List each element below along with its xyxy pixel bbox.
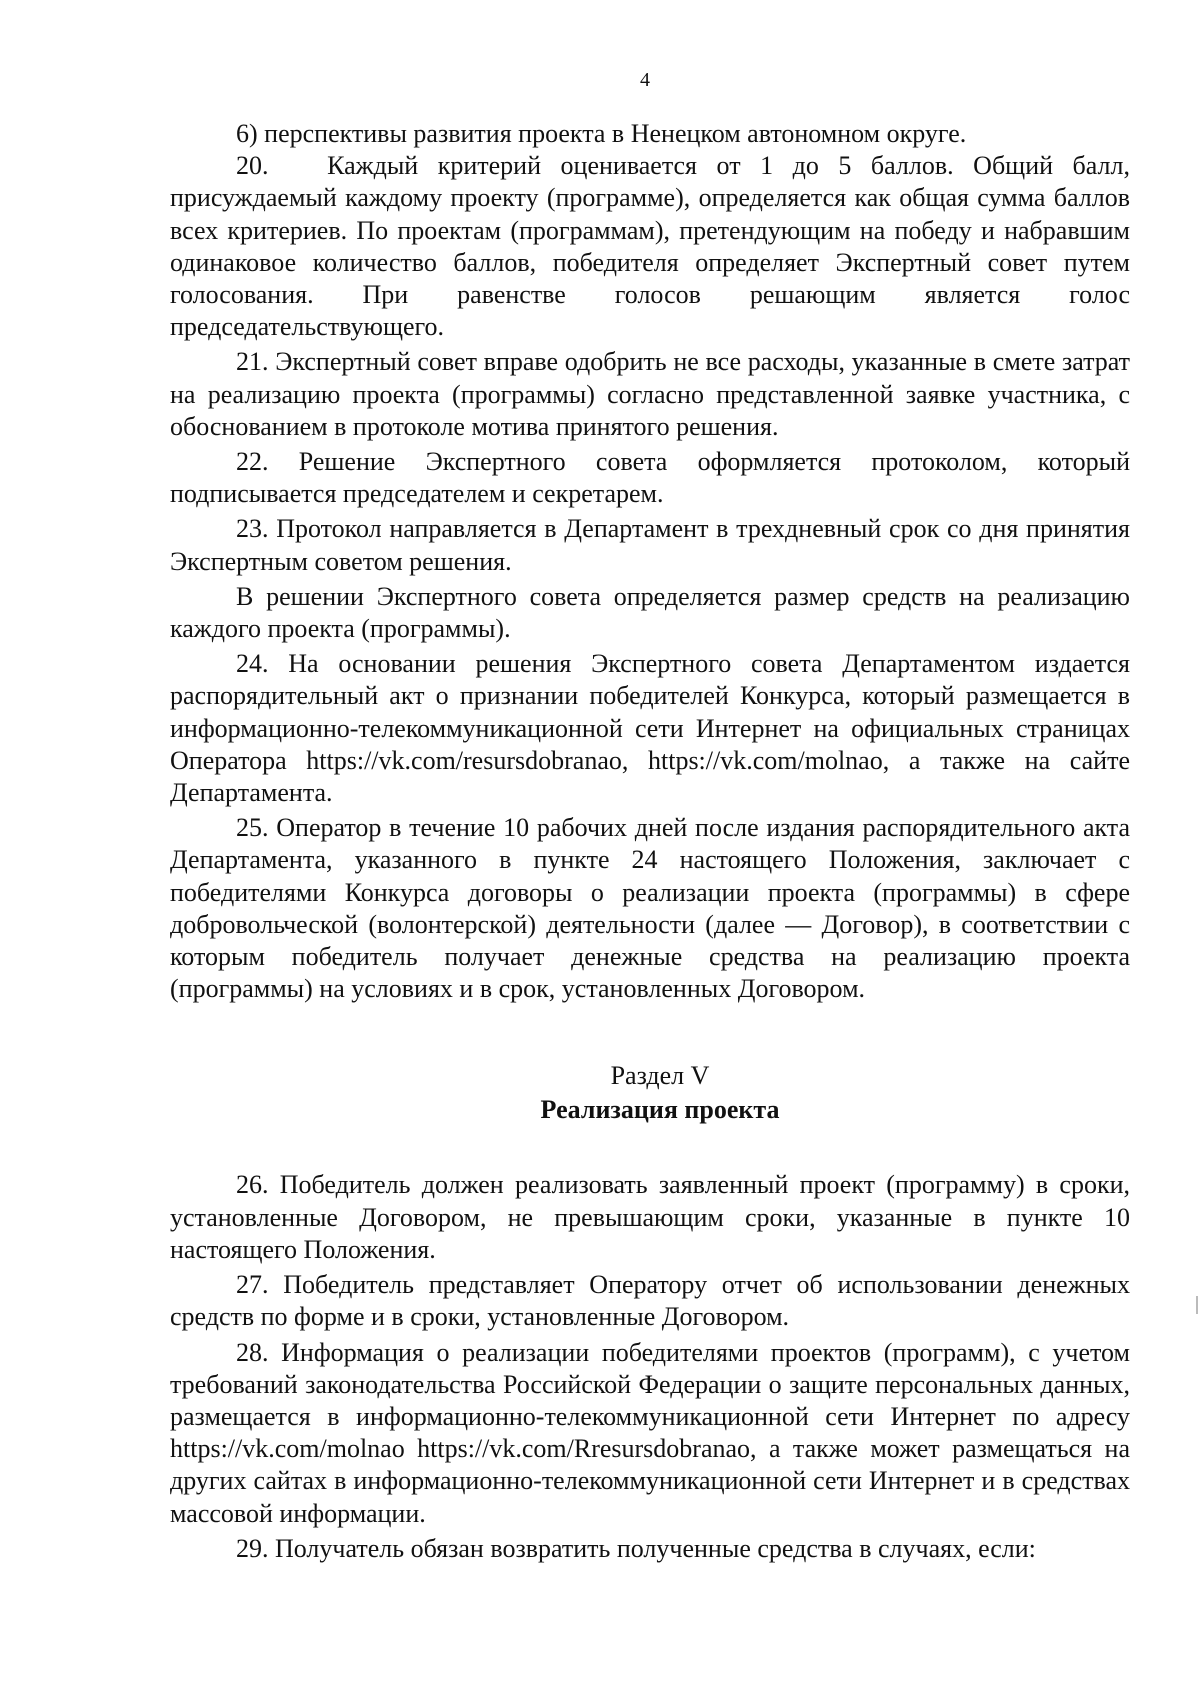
paragraph-29: 29. Получатель обязан возвратить полученные средства в случаях, если: — [236, 1533, 1036, 1563]
paragraph-28: 28. Информация о реализации победителями проектов (программ), с учетом требований законодательства Российской Федерации о защите персональных данных, размещается в информационно-телекоммуникационной сети Интернет по адресу https://vk.com/molnao https://vk.com/Rresursdobranao, а также может размещаться на других сайтах в информационно-телекоммуникационной сети Интернет и в средствах массовой информации. — [170, 1337, 1130, 1528]
section-heading — [170, 1059, 1130, 1127]
paragraph-27: 27. Победитель представляет Оператору отчет об использовании денежных средств по форме и в сроки, установленные Договором. — [170, 1270, 1130, 1332]
paragraph-criterion-6: 6) перспективы развития проекта в Ненецком автономном округе. — [236, 119, 967, 148]
paragraph-23-decision: В решении Экспертного совета определяется размер средств на реализацию каждого проекта (программы). — [170, 581, 1130, 644]
section-title: Реализация проекта — [540, 1095, 780, 1125]
page-number: 4 — [640, 69, 650, 91]
paragraph-25: 25. Оператор в течение 10 рабочих дней после издания распорядительного акта Департамента, указанного в пункте 24 настоящего Положения, заключает с победителями Конкурса договоры о реализации проекта (программы) в сфере добровольческой (волонтерской) деятельности (далее — Договор), в соответствии с которым победитель получает денежные средства на реализацию проекта (программы) на условиях и в срок, установленных Договором. — [170, 813, 1130, 1004]
paragraph-26: 26. Победитель должен реализовать заявленный проект (программу) в сроки, установленные Договором, не превышающим сроки, указанные в пункте 10 настоящего Положения. — [170, 1170, 1130, 1264]
scan-edge-mark — [1196, 1296, 1198, 1314]
paragraph-24: 24. На основании решения Экспертного совета Департаментом издается распорядительный акт о признании победителей Конкурса, который размещается в информационно-телекоммуникационной сети Интернет на официальных страницах Оператора https://vk.com/resursdobranao, https://vk.com/molnao, а также на сайте Департамента. — [170, 649, 1130, 808]
paragraph-22: 22. Решение Экспертного совета оформляется протоколом, который подписывается председателем и секретарем. — [170, 447, 1130, 509]
document-body — [170, 118, 1130, 1565]
paragraph-21: 21. Экспертный совет вправе одобрить не все расходы, указанные в смете затрат на реализацию проекта (программы) согласно представленной заявке участника, с обоснованием в протоколе мотива принятого решения. — [170, 347, 1130, 441]
paragraph-20: 20. Каждый критерий оценивается от 1 до 5 баллов. Общий балл, присуждаемый каждому проекту (программе), определяется как общая сумма баллов всех критериев. По проектам (программам), претендующим на победу и набравшим одинаковое количество баллов, победителя определяет Экспертный совет путем голосования. При равенстве голосов решающим является голос председательствующего. — [170, 151, 1130, 342]
section-label: Раздел V — [610, 1061, 710, 1091]
paragraph-23: 23. Протокол направляется в Департамент в трехдневный срок со дня принятия Экспертным советом решения. — [170, 514, 1130, 576]
